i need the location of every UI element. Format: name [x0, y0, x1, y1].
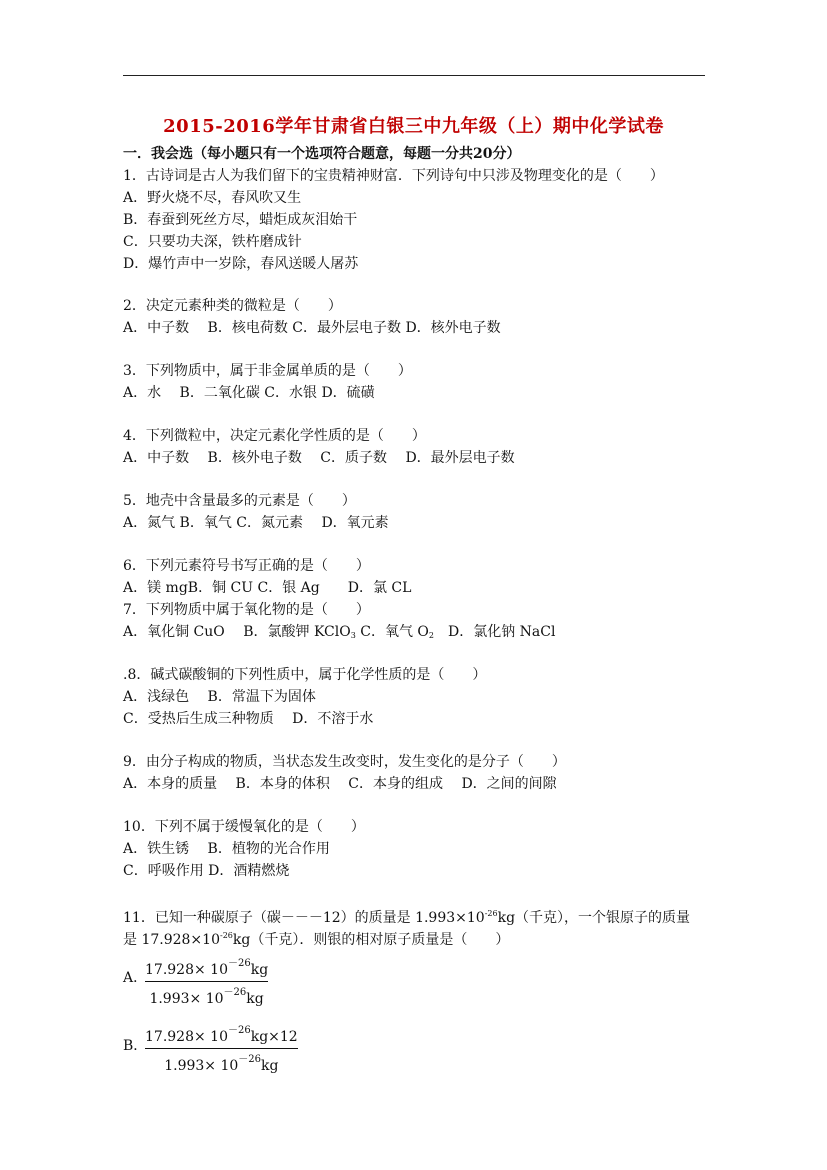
question-8-stem: .8．碱式碳酸铜的下列性质中，属于化学性质的是（ ）: [123, 667, 487, 683]
question-1-stem: 1．古诗词是古人为我们留下的宝贵精神财富．下列诗句中只涉及物理变化的是（ ）: [123, 168, 664, 184]
question-8-options-cd: C．受热后生成三种物质 D．不溶于水: [123, 711, 374, 727]
question-1-option-b: B．春蚕到死丝方尽，蜡炬成灰泪始干: [123, 212, 358, 228]
question-2-stem: 2．决定元素种类的微粒是（ ）: [123, 298, 342, 314]
question-11-option-b-fraction: [145, 1021, 298, 1076]
question-11-option-a-label: A．: [123, 970, 148, 986]
fraction-bar: [145, 1048, 298, 1049]
question-4-stem: 4．下列微粒中，决定元素化学性质的是（ ）: [123, 428, 426, 444]
question-2-options: A．中子数 B．核电荷数 C．最外层电子数 D．核外电子数: [123, 320, 501, 336]
exam-title: 2015-2016学年甘肃省白银三中九年级（上）期中化学试卷: [163, 116, 664, 137]
fraction-numerator: $17.928\times 10^{-26}kg\times 12$: [145, 1025, 298, 1045]
question-5-options: A．氮气 B．氧气 C．氮元素 D．氧元素: [123, 515, 389, 531]
section-heading: 一．我会选（每小题只有一个选项符合题意，每题一分共20分）: [123, 146, 521, 162]
question-4-options: A．中子数 B．核外电子数 C．质子数 D．最外层电子数: [123, 450, 515, 466]
question-7-options: A．氧化铜 CuO B．氯酸钾 KClO$_3$ C．氧气 $O_2$ D．氯化钠 NaCl: [123, 624, 556, 640]
fraction-numerator: $17.928\times 10^{-26}kg$: [145, 958, 269, 978]
question-11-stem-line1: 11．已知一种碳原子（碳－－－12）的质量是 $1.993\times 10^{-26}kg$（千克），一个银原子的质量: [123, 909, 691, 926]
fraction-denominator: $1.993\times 10^{-26}kg$: [149, 987, 264, 1007]
question-6-options: A．镁 mgB．铜 CU C．银 Ag D．氯 CL: [123, 580, 412, 596]
question-3-stem: 3．下列物质中，属于非金属单质的是（ ）: [123, 363, 412, 379]
fraction-bar: [145, 981, 268, 982]
question-6-stem: 6．下列元素符号书写正确的是（ ）: [123, 558, 370, 574]
question-3-options: A．水 B．二氧化碳 C．水银 D．硫磺: [123, 385, 375, 401]
question-11-option-b-label: B．: [123, 1038, 148, 1054]
question-1-option-a: A．野火烧不尽，春风吹又生: [123, 190, 302, 206]
question-11-option-a-fraction: [145, 954, 268, 1009]
question-11-stem-line2: 是 $17.928\times 10^{-26}kg$（千克）．则银的相对原子质量是（ ）: [123, 931, 510, 948]
question-1-option-d: D．爆竹声中一岁除，春风送暖人屠苏: [123, 256, 359, 272]
header-rule: [123, 75, 705, 76]
fraction-denominator: $1.993\times 10^{-26}kg$: [164, 1054, 279, 1074]
question-10-options-ab: A．铁生锈 B．植物的光合作用: [123, 841, 330, 857]
question-5-stem: 5．地壳中含量最多的元素是（ ）: [123, 493, 356, 509]
question-10-stem: 10．下列不属于缓慢氧化的是（ ）: [123, 819, 365, 835]
question-8-options-ab: A．浅绿色 B．常温下为固体: [123, 689, 316, 705]
question-10-options-cd: C．呼吸作用 D．酒精燃烧: [123, 863, 290, 879]
question-9-stem: 9．由分子构成的物质，当状态发生改变时，发生变化的是分子（ ）: [123, 754, 566, 770]
question-9-options: A．本身的质量 B．本身的体积 C．本身的组成 D．之间的间隙: [123, 776, 557, 792]
question-7-stem: 7．下列物质中属于氧化物的是（ ）: [123, 602, 370, 618]
question-1-option-c: C．只要功夫深，铁杵磨成针: [123, 234, 302, 250]
